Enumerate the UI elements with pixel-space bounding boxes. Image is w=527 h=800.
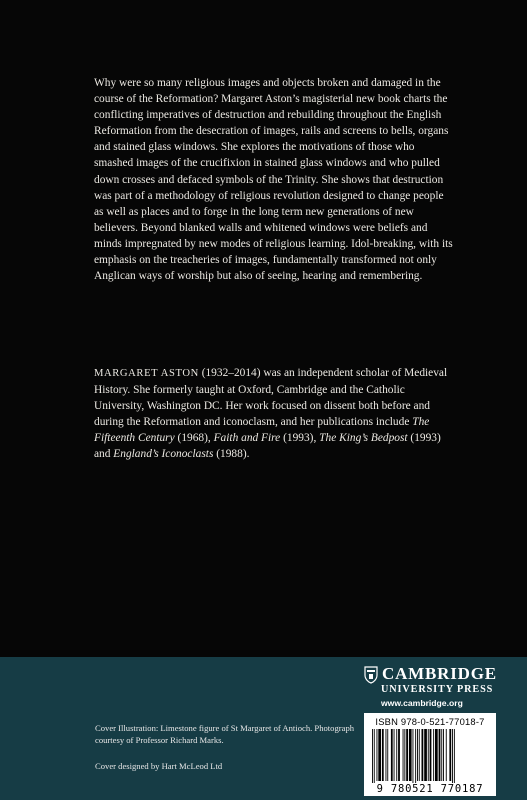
barcode-bars-icon: [372, 729, 488, 783]
bio-text: (1932–2014) was an independent scholar of Medieval History. She formerly taught at Oxford, Cambridge and the Catholic University, Washington DC. Her work focused on dissent both before and during the Reformation and iconoclasm, and her publications include: [94, 367, 448, 429]
barcode-bar: [382, 729, 384, 781]
publisher-name: CAMBRIDGE: [382, 664, 497, 683]
barcode-bar: [428, 729, 429, 781]
barcode-bar: [452, 729, 453, 783]
barcode-bar: [446, 729, 447, 781]
cover-illustration-credit: Cover Illustration: Limestone figure of St Margaret of Antioch. Photograph courtesy of Professor Richard Marks.: [95, 723, 355, 745]
publisher-url[interactable]: www.cambridge.org: [381, 698, 463, 708]
crest-icon: [364, 666, 378, 684]
barcode-bar: [398, 729, 400, 781]
barcode-bar: [391, 729, 393, 781]
barcode-bar: [424, 729, 427, 781]
author-bio: [94, 365, 454, 463]
bio-title: The Fifteenth Century: [94, 416, 430, 445]
barcode-bar: [409, 729, 412, 781]
barcode: [364, 713, 496, 796]
bio-title: Faith and Fire: [213, 432, 281, 445]
barcode-bar: [413, 729, 414, 783]
barcode-bar: [415, 729, 416, 783]
bio-text: (1993) and: [94, 432, 441, 461]
bio-title: The King’s Bedpost: [319, 432, 408, 445]
barcode-bar: [433, 729, 434, 781]
blurb-paragraph: Why were so many religious images and objects broken and damaged in the course of the Reformation? Margaret Aston’s magisterial new book charts the conflicting imperatives of destruction and rebuilding throughout the English Reformation from the desecration of images, rails and screens to bells, organs and stained glass windows. She explores the motivations of those who smashed images of the crucifixion in stained glass windows and who pulled down crosses and defaced symbols of the Trinity. She shows that destruction was part of a methodology of religious revolution designed to change people as well as places and to forge in the long term new generations of new believers. Beyond blanked walls and whitened windows were beliefs and minds impregnated by new modes of religious learning. Idol-breaking, with its emphasis on the treacheries of images, fundamentally transformed not only Anglican ways of worship but also of seeing, hearing and remembering.: [94, 77, 453, 283]
barcode-bar: [394, 729, 395, 781]
barcode-bar: [406, 729, 408, 781]
barcode-bar: [387, 729, 388, 781]
barcode-bar: [439, 729, 441, 781]
barcode-bar: [378, 729, 381, 781]
barcode-bar: [377, 729, 378, 781]
barcode-bar: [403, 729, 404, 781]
barcode-bar: [374, 729, 375, 783]
barcode-bar: [430, 729, 432, 781]
bio-title: England’s Iconoclasts: [113, 448, 214, 461]
isbn-label: ISBN 978-0-521-77018-7: [375, 716, 485, 727]
barcode-bar: [396, 729, 397, 781]
cover-design-credit: Cover designed by Hart McLeod Ltd: [95, 761, 223, 771]
barcode-digits: 9 780521 770187: [376, 783, 484, 795]
author-name: MARGARET ASTON: [94, 368, 199, 379]
barcode-bar: [454, 729, 455, 783]
bio-text: (1988).: [213, 448, 250, 461]
bio-text: (1968),: [174, 432, 214, 445]
barcode-bar: [404, 729, 405, 781]
barcode-bar: [422, 729, 424, 781]
publisher-subname: UNIVERSITY PRESS: [381, 684, 494, 695]
barcode-bar: [417, 729, 418, 781]
barcode-bar: [443, 729, 444, 781]
bio-text: (1993),: [280, 432, 320, 445]
barcode-bar: [372, 729, 373, 783]
barcode-bar: [449, 729, 451, 781]
barcode-bar: [435, 729, 438, 781]
barcode-bar: [419, 729, 420, 781]
barcode-bar: [441, 729, 442, 781]
barcode-bar: [386, 729, 387, 781]
